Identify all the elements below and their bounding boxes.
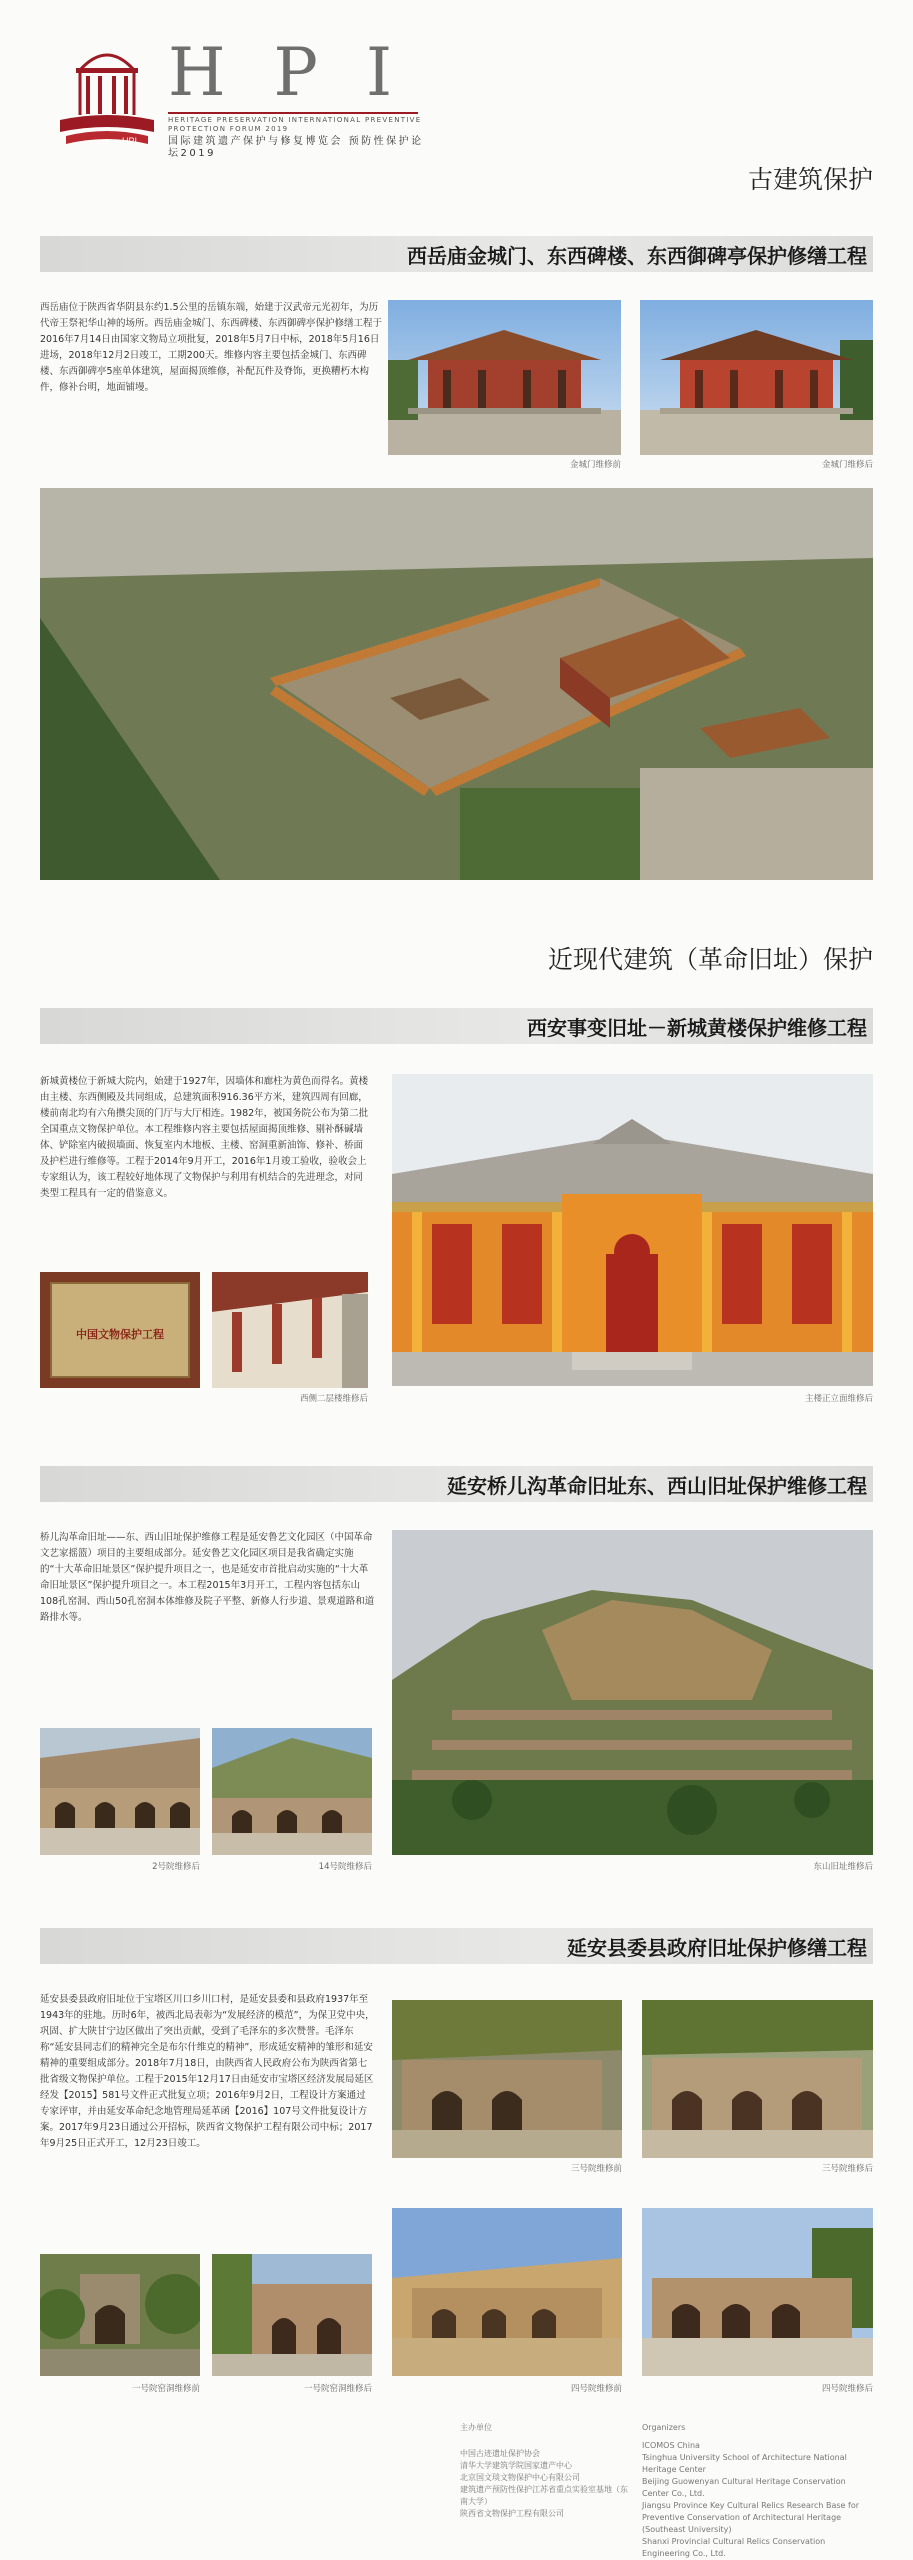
organizer-cn: 中国古迹遗址保护协会 (460, 2449, 540, 2458)
organizer-en: ICOMOS China (642, 2441, 700, 2450)
plaque-text: 中国文物保护工程 (76, 1328, 164, 1341)
caption-yard-4-before: 四号院维修前 (570, 2384, 622, 2394)
organizer-en: Shanxi Provincial Cultural Relics Conservation Engineering Co., Ltd. (642, 2537, 826, 2558)
project-band-3 (40, 1466, 873, 1502)
caption-corridor: 西侧二层楼维修后 (299, 1394, 368, 1404)
project-title-4: 延安县委县政府旧址保护修缮工程 (567, 1936, 867, 1960)
caption-yard-4-after: 四号院维修后 (821, 2384, 873, 2394)
footer-organizers-cn-label: 主办单位 (460, 2423, 492, 2432)
organizer-cn: 建筑遗产预防性保护江苏省重点实验室基地（东南大学） (460, 2485, 628, 2506)
project-text-4: 延安县委县政府旧址位于宝塔区川口乡川口村，是延安县委和县政府1937年至1943年的驻地。历时6年，被西北局表彰为“发展经济的模范”，为保卫党中央，巩固、扩大陕甘宁边区做出了突出贡献，受到了毛泽东的多次赞誉。毛泽东称“延安县同志们的精神完全是布尔什维克的精神”，形成延安精神的雏形和延安精神的重要组成部分。2018年7月18日，由陕西省人民政府公布为陕西省第七批省级文物保护单位。工程于2015年12月17日由延安市宝塔区经济发展局延区经发【2015】581号文件正式批复立项；2016年9月2日，工程设计方案通过专家评审，并由延安革命纪念地管理局延革函【2016】107号文件批复设计方案。2017年9月23日通过公开招标，陕西省文物保护工程有限公司中标；2017年9月25日正式开工，12月23日竣工。 (40, 1994, 375, 2149)
logo-subtitle-en: HERITAGE PRESERVATION INTERNATIONAL PREVENTIVE PROTECTION FORUM 2019 (168, 116, 422, 133)
organizer-cn: 北京国文琰文物保护中心有限公司 (460, 2473, 580, 2482)
caption-yard-1-before: 一号院窑洞维修前 (131, 2384, 200, 2394)
yard-3-after-photo (642, 2000, 873, 2158)
caption-yard-1-after: 一号院窑洞维修后 (303, 2384, 372, 2394)
logo-divider (168, 112, 418, 114)
award-plaque-photo (40, 1272, 200, 1388)
caption-yard-2: 2号院维修后 (152, 1862, 200, 1872)
caption-yard-14: 14号院维修后 (318, 1862, 372, 1872)
organizer-cn: 陕西省文物保护工程有限公司 (460, 2509, 564, 2518)
caption-yard-3-before: 三号院维修前 (570, 2164, 622, 2174)
project-band-1 (40, 236, 873, 272)
project-band-2 (40, 1008, 873, 1044)
section-title-ancient: 古建筑保护 (747, 165, 873, 194)
logo-subtitle-cn: 国际建筑遗产保护与修复博览会 预防性保护论坛2019 (168, 136, 424, 159)
east-hill-photo (392, 1530, 873, 1855)
huanglou-corridor-photo (212, 1272, 368, 1388)
caption-yard-3-after: 三号院维修后 (821, 2164, 873, 2174)
caption-huanglou-main: 主楼正立面维修后 (804, 1394, 873, 1404)
temple-before-photo (388, 300, 621, 455)
project-text-1: 西岳庙位于陕西省华阴县东约1.5公里的岳镇东端，始建于汉武帝元光初年，为历代帝王祭祀华山神的场所。西岳庙金城门、东西碑楼、东西御碑亭保护修缮工程于2016年7月14日由国家文物局立项批复，2018年5月7日中标，2018年5月16日进场，2018年12月2日竣工，工期200天。维修内容主要包括金城门、东西碑楼、东西御碑亭5座单体建筑，屋面揭顶维修，补配瓦件及脊饰，更换糟朽木构件，修补台明，地面铺墁。 (40, 302, 383, 393)
hpi-logo-icon (52, 40, 162, 150)
caption-temple-before: 金城门维修前 (569, 460, 621, 470)
logo-letters: HPI (168, 34, 441, 111)
yard-4-after-photo (642, 2208, 873, 2376)
section-title-modern: 近现代建筑（革命旧址）保护 (547, 945, 873, 974)
temple-aerial-photo (40, 488, 873, 880)
footer-organizers-en-label: Organizers (642, 2423, 686, 2432)
yard-1-before-photo (40, 2254, 200, 2376)
organizer-en: Tsinghua University School of Architecture National Heritage Center (642, 2453, 847, 2474)
project-text-3: 桥儿沟革命旧址——东、西山旧址保护维修工程是延安鲁艺文化园区（中国革命文艺家摇篮）项目的主要组成部分。延安鲁艺文化园区项目是我省确定实施的“十大革命旧址景区”保护提升项目之一，也是延安市首批启动实施的“十大革命旧址景区”保护提升项目之一。本工程2015年3月开工，工程内容包括东山108孔窑洞、西山50孔窑洞本体维修及院子平整、新修人行步道、景观道路和道路排水等。 (40, 1532, 375, 1623)
project-band-4 (40, 1928, 873, 1964)
project-text-2: 新城黄楼位于新城大院内，始建于1927年，因墙体和廊柱为黄色而得名。黄楼由主楼、东西侧殿及共同组成，总建筑面积916.36平方米，建筑四周有回廊，楼前南北均有六角攒尖顶的门厅与大厅相连。1982年，被国务院公布为第二批全国重点文物保护单位。本工程维修内容主要包括屋面揭顶维修、剔补酥碱墙体、铲除室内破损墙面、恢复室内木地板、主楼、窑洞重新油饰、修补、桥面及护栏进行维修等。工程于2014年9月开工，2016年1月竣工验收，验收会上专家组认为，该工程较好地体现了文物保护与利用有机结合的先进理念，对同类型工程具有一定的借鉴意义。 (40, 1076, 369, 1199)
yard-3-before-photo (392, 2000, 622, 2158)
yard-14-photo (212, 1728, 372, 1855)
project-title-3: 延安桥儿沟革命旧址东、西山旧址保护维修工程 (447, 1474, 867, 1498)
yard-2-photo (40, 1728, 200, 1855)
organizer-cn: 清华大学建筑学院国家遗产中心 (460, 2461, 572, 2470)
logo-badge: HPI (122, 136, 138, 146)
organizer-en: Beijing Guowenyan Cultural Heritage Conservation Center Co., Ltd. (642, 2477, 846, 2498)
yard-1-after-photo (212, 2254, 372, 2376)
yard-4-before-photo (392, 2208, 622, 2376)
huanglou-main-photo (392, 1074, 873, 1386)
project-title-2: 西安事变旧址－新城黄楼保护维修工程 (527, 1016, 867, 1040)
footer-organizers-en (642, 2440, 873, 2560)
project-title-1: 西岳庙金城门、东西碑楼、东西御碑亭保护修缮工程 (407, 244, 867, 268)
footer-organizers-cn (460, 2448, 630, 2520)
caption-temple-after: 金城门维修后 (821, 460, 873, 470)
organizer-en: Jiangsu Province Key Cultural Relics Research Base for Preventive Conservation of Architectural Heritage (Southeast University) (642, 2501, 860, 2534)
temple-after-photo (640, 300, 873, 455)
caption-east-hill: 东山旧址维修后 (813, 1862, 873, 1872)
